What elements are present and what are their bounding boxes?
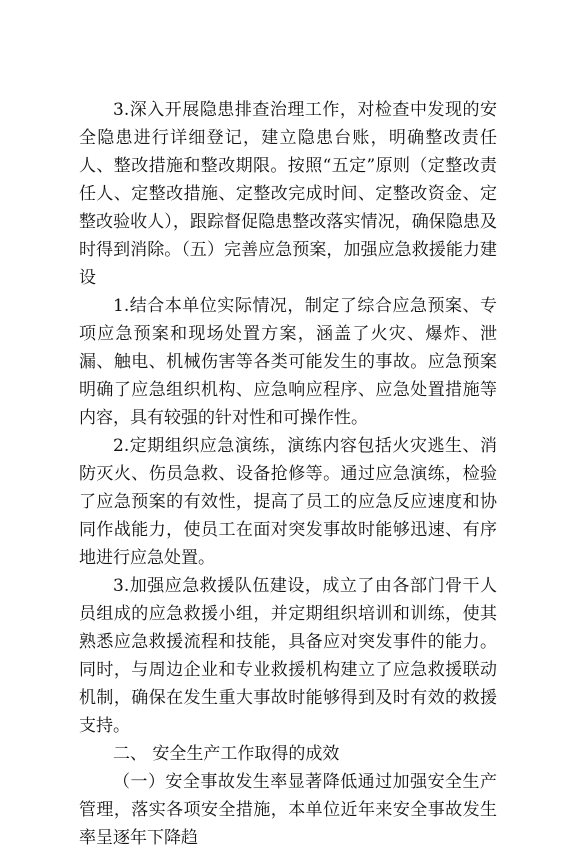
- paragraph-accident-rate: （一）安全事故发生率显著降低通过加强安全生产管理，落实各项安全措施，本单位近年来安全事故发生率呈逐年下降趋: [79, 772, 497, 848]
- paragraph-emergency-plans: 1.结合本单位实际情况，制定了综合应急预案、专项应急预案和现场处置方案，涵盖了火灾、爆炸、泄漏、触电、机械伤害等各类可能发生的事故。应急预案明确了应急组织机构、应急响应程序、应急处置措施等内容，具有较强的针对性和可操作性。: [79, 296, 497, 428]
- paragraph-rescue-team: 3.加强应急救援队伍建设，成立了由各部门骨干人员组成的应急救援小组，并定期组织培训和训练，使其熟悉应急救援流程和技能，具备应对突发事件的能力。同时，与周边企业和专业救援机构建立了应急救援联动机制，确保在发生重大事故时能够得到及时有效的救援支持。: [79, 576, 497, 736]
- document-body: [79, 96, 497, 852]
- section-heading-achievements: 二、 安全生产工作取得的成效: [113, 744, 340, 764]
- paragraph-hazard-rectification: 3.深入开展隐患排查治理工作，对检查中发现的安全隐患进行详细登记，建立隐患台账，明确整改责任人、整改措施和整改期限。按照“五定”原则（定整改责任人、定整改措施、定整改完成时间、定整改资金、定整改验收人），跟踪督促隐患整改落实情况，确保隐患及时得到消除。（五）完善应急预案，加强应急救援能力建设: [79, 100, 497, 288]
- paragraph-emergency-drills: 2.定期组织应急演练，演练内容包括火灾逃生、消防灭火、伤员急救、设备抢修等。通过应急演练，检验了应急预案的有效性，提高了员工的应急反应速度和协同作战能力，使员工在面对突发事故时能够迅速、有序地进行应急处置。: [79, 436, 497, 568]
